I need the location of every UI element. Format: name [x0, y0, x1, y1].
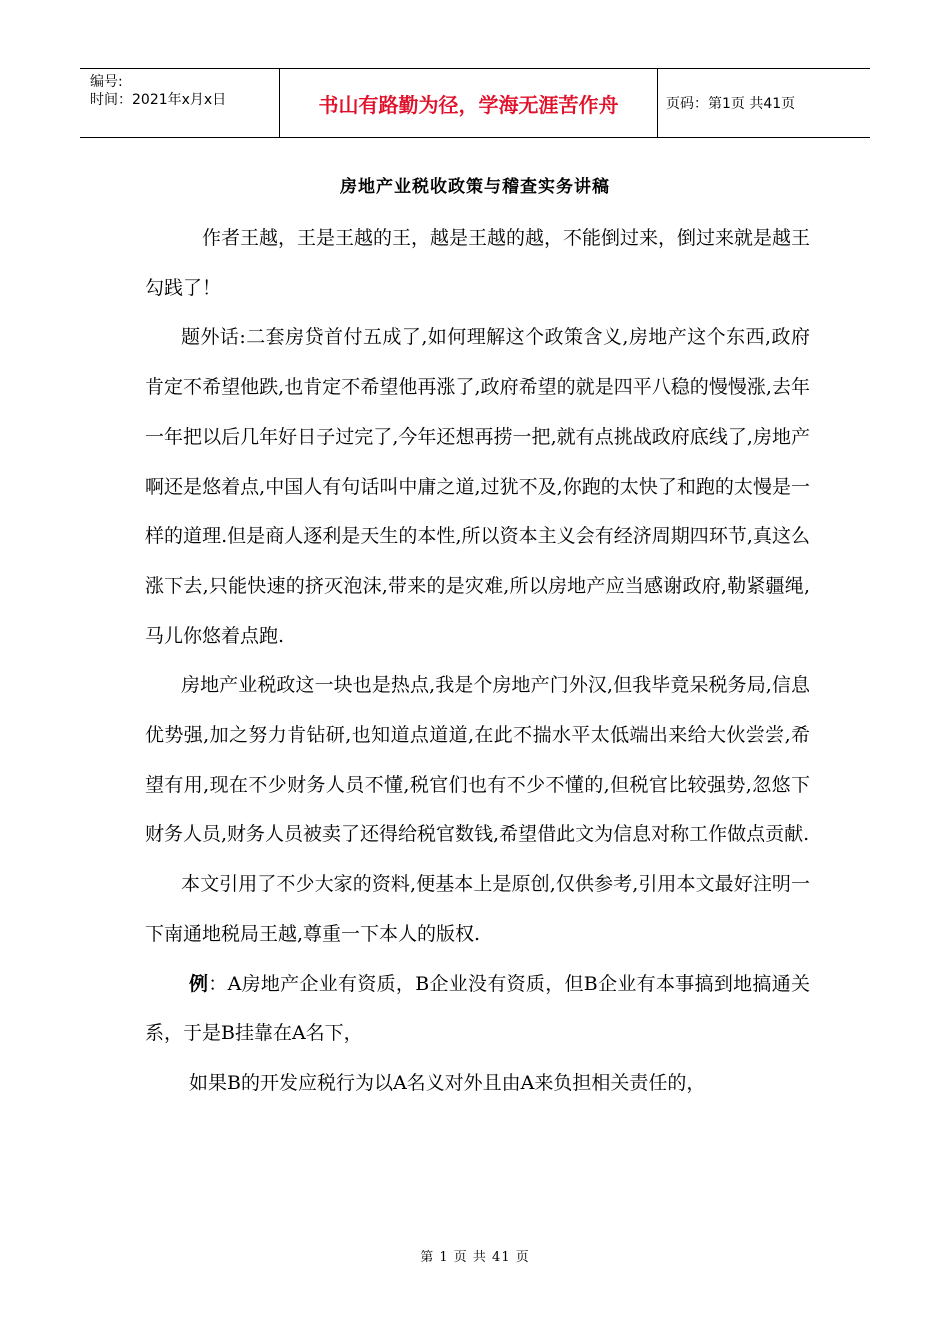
- page-footer: 第 1 页 共 41 页: [420, 1250, 530, 1265]
- date-label: 时间：2021年x月x日: [90, 92, 227, 108]
- paragraph-citation: 本文引用了不少大家的资料,便基本上是原创,仅供参考,引用本文最好注明一下南通地税局王越,尊重一下本人的版权.: [145, 873, 810, 945]
- paragraph-last: 如果B的开发应税行为以A名义对外且由A来负担相关责任的，: [189, 1071, 706, 1094]
- number-label: 编号:: [90, 74, 123, 90]
- paragraph-aside: 题外话:二套房贷首付五成了,如何理解这个政策含义,房地产这个东西,政府肯定不希望他跌,也肯定不希望他再涨了,政府希望的就是四平八稳的慢慢涨,去年一年把以后几年好日子过完了,今年还想再捞一把,就有点挑战政府底线了,房地产啊还是悠着点,中国人有句话叫中庸之道,过犹不及,你跑的太快了和跑的太慢是一样的道理.但是商人逐利是天生的本性,所以资本主义会有经济周期四环节,真这么涨下去,只能快速的挤灭泡沫,带来的是灾难,所以房地产应当感谢政府,勒紧疆绳,马儿你悠着点跑.: [145, 326, 810, 647]
- paragraph-example: [145, 960, 810, 1059]
- example-label: 例: [189, 972, 209, 995]
- document-body: [145, 214, 810, 1109]
- document-title: 房地产业税收政策与稽查实务讲稿: [340, 177, 610, 197]
- header-table: [80, 68, 870, 138]
- header-motto: 书山有路勤为径，学海无涯苦作舟: [280, 69, 658, 137]
- header-meta-cell: [80, 69, 280, 137]
- header-page-info: 页码：第1页 共41页: [666, 96, 796, 112]
- example-text: ：A房地产企业有资质，B企业没有资质，但B企业有本事搞到地搞通关系，于是B挂靠在A名下，: [145, 972, 810, 1045]
- paragraph-tax-policy: 房地产业税政这一块也是热点,我是个房地产门外汉,但我毕竟呆税务局,信息优势强,加之努力肯钻研,也知道点道道,在此不揣水平太低端出来给大伙尝尝,希望有用,现在不少财务人员不懂,税官们也有不少不懂的,但税官比较强势,忽悠下财务人员,财务人员被卖了还得给税官数钱,希望借此文为信息对称工作做点贡献.: [145, 674, 810, 846]
- paragraph-author: 作者王越，王是王越的王，越是王越的越，不能倒过来，倒过来就是越王勾践了！: [145, 227, 811, 299]
